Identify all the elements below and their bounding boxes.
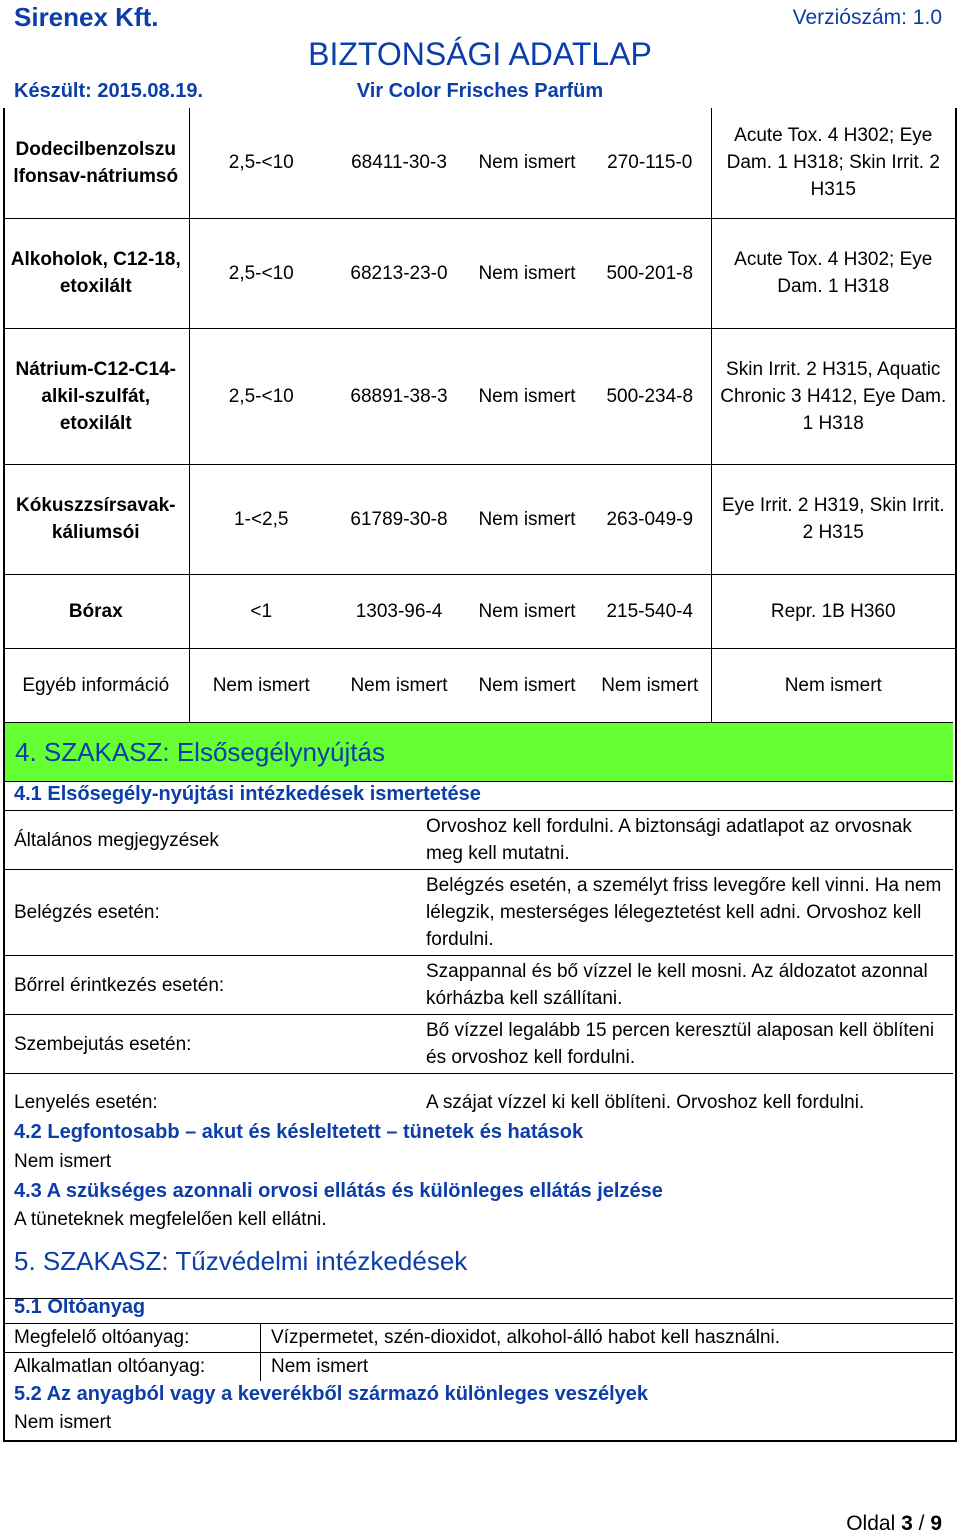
table-row — [3, 108, 955, 218]
media-label: Alkalmatlan oltóanyag: — [5, 1353, 261, 1382]
component-name: Alkoholok, C12-18, etoxilált — [3, 218, 189, 328]
component-cas: 68411-30-3 — [333, 108, 465, 218]
component-cas: Nem ismert — [350, 674, 448, 696]
subsection-4-1-title: 4.1 Elsősegély-nyújtási intézkedések ismertetése — [14, 783, 481, 805]
extinguishing-media-table — [5, 1323, 953, 1381]
document-title: BIZTONSÁGI ADATLAP — [308, 36, 652, 72]
component-ec: 270-115-0 — [589, 108, 711, 218]
component-name: Dodecilbenzolszu lfonsav-nátriumsó — [3, 108, 189, 218]
component-concentration: 1-<2,5 — [189, 464, 333, 574]
media-value: Vízpermetet, szén-dioxidot, alkohol-álló habot kell használni. — [261, 1324, 954, 1353]
component-ec: 500-234-8 — [589, 328, 711, 464]
component-ec: 500-201-8 — [589, 218, 711, 328]
component-name: Bórax — [3, 574, 189, 648]
component-hazard: Nem ismert — [711, 648, 955, 722]
table-row — [5, 1015, 953, 1074]
measure-value: Szappannal és bő vízzel le kell mosni. Az áldozatot azonnal kórházba kell szállítani. — [409, 956, 953, 1015]
component-hazard: Eye Irrit. 2 H319, Skin Irrit. 2 H315 — [711, 464, 955, 574]
component-index: Nem ismert — [465, 574, 589, 648]
section5-divider — [5, 1284, 953, 1299]
media-value: Nem ismert — [271, 1356, 369, 1377]
table-row — [3, 574, 955, 648]
table-row — [5, 1324, 953, 1353]
page-label: Oldal — [846, 1512, 896, 1535]
component-concentration: 2,5-<10 — [189, 108, 333, 218]
composition-table — [3, 108, 955, 722]
table-row — [5, 1353, 953, 1382]
component-index: Nem ismert — [478, 674, 576, 696]
measure-value: Bő vízzel legalább 15 percen keresztül alaposan kell öblíteni és orvoshoz kell fordulni. — [409, 1015, 953, 1074]
component-hazard: Repr. 1B H360 — [711, 574, 955, 648]
subsection-5-2-title: 5.2 Az anyagból vagy a keverékből származó különleges veszélyek — [14, 1383, 649, 1405]
measure-label: Bőrrel érintkezés esetén: — [5, 956, 409, 1015]
subsection-5-2-text: Nem ismert — [14, 1412, 112, 1433]
table-row — [3, 218, 955, 328]
table-row — [3, 464, 955, 574]
subsection-4-3-text: A tüneteknek megfelelően kell ellátni. — [14, 1209, 327, 1230]
measure-label: Általános megjegyzések — [5, 811, 409, 870]
component-cas: 1303-96-4 — [333, 574, 465, 648]
measure-label: Lenyelés esetén: — [5, 1074, 409, 1132]
measure-label: Belégzés esetén: — [5, 870, 409, 956]
table-row — [3, 648, 955, 722]
component-index: Nem ismert — [465, 328, 589, 464]
company-name: Sirenex Kft. — [14, 2, 159, 32]
table-row — [5, 956, 953, 1015]
section4-banner — [5, 722, 953, 782]
component-name: Kókuszzsírsavak-káliumsói — [3, 464, 189, 574]
component-hazard: Acute Tox. 4 H302; Eye Dam. 1 H318; Skin Irrit. 2 H315 — [711, 108, 955, 218]
page-separator: / — [918, 1512, 925, 1535]
measure-label: Szembejutás esetén: — [5, 1015, 409, 1074]
page-total: 9 — [930, 1512, 942, 1535]
component-concentration: 2,5-<10 — [189, 218, 333, 328]
product-name: Vir Color Frisches Parfüm — [356, 80, 604, 102]
page-number — [846, 1512, 942, 1536]
section5-title: 5. SZAKASZ: Tűzvédelmi intézkedések — [14, 1246, 468, 1276]
component-index: Nem ismert — [465, 464, 589, 574]
media-label: Megfelelő oltóanyag: — [5, 1324, 261, 1353]
component-hazard: Skin Irrit. 2 H315, Aquatic Chronic 3 H412, Eye Dam. 1 H318 — [711, 328, 955, 464]
component-ec: 263-049-9 — [589, 464, 711, 574]
first-aid-table — [5, 810, 953, 1132]
subsection-5-1-title: 5.1 Oltóanyag — [14, 1296, 146, 1318]
component-cas: 61789-30-8 — [333, 464, 465, 574]
table-row — [3, 328, 955, 464]
measure-value: A szájat vízzel ki kell öblíteni. Orvoshoz kell fordulni. — [409, 1074, 953, 1132]
component-concentration: Nem ismert — [212, 674, 310, 696]
component-hazard: Acute Tox. 4 H302; Eye Dam. 1 H318 — [711, 218, 955, 328]
page-current: 3 — [901, 1512, 913, 1535]
section4-title: 4. SZAKASZ: Elsősegélynyújtás — [15, 737, 385, 767]
version-number: Verziószám: 1.0 — [792, 6, 942, 29]
subsection-4-3-title: 4.3 A szükséges azonnali orvosi ellátás és különleges ellátás jelzése — [14, 1180, 663, 1202]
measure-value: Orvoshoz kell fordulni. A biztonsági adatlapot az orvosnak meg kell mutatni. — [409, 811, 953, 870]
table-row — [5, 870, 953, 956]
component-ec: Nem ismert — [601, 674, 699, 696]
component-ec: 215-540-4 — [589, 574, 711, 648]
component-name: Egyéb információ — [3, 648, 189, 722]
subsection-4-2-text: Nem ismert — [14, 1151, 112, 1172]
measure-value: Belégzés esetén, a személyt friss levegőre kell vinni. Ha nem lélegzik, mesterséges lélegeztetést kell adni. Orvoshoz kell fordulni. — [409, 870, 953, 956]
creation-date: Készült: 2015.08.19. — [14, 80, 203, 102]
component-index: Nem ismert — [465, 108, 589, 218]
component-index: Nem ismert — [465, 218, 589, 328]
component-cas: 68213-23-0 — [333, 218, 465, 328]
component-name: Nátrium-C12-C14-alkil-szulfát, etoxilált — [3, 328, 189, 464]
subsection-4-2-title: 4.2 Legfontosabb – akut és késleltetett – tünetek és hatások — [14, 1121, 584, 1143]
table-row — [5, 811, 953, 870]
page-header — [0, 0, 960, 110]
component-cas: 68891-38-3 — [333, 328, 465, 464]
component-concentration: 2,5-<10 — [189, 328, 333, 464]
component-concentration: <1 — [189, 574, 333, 648]
